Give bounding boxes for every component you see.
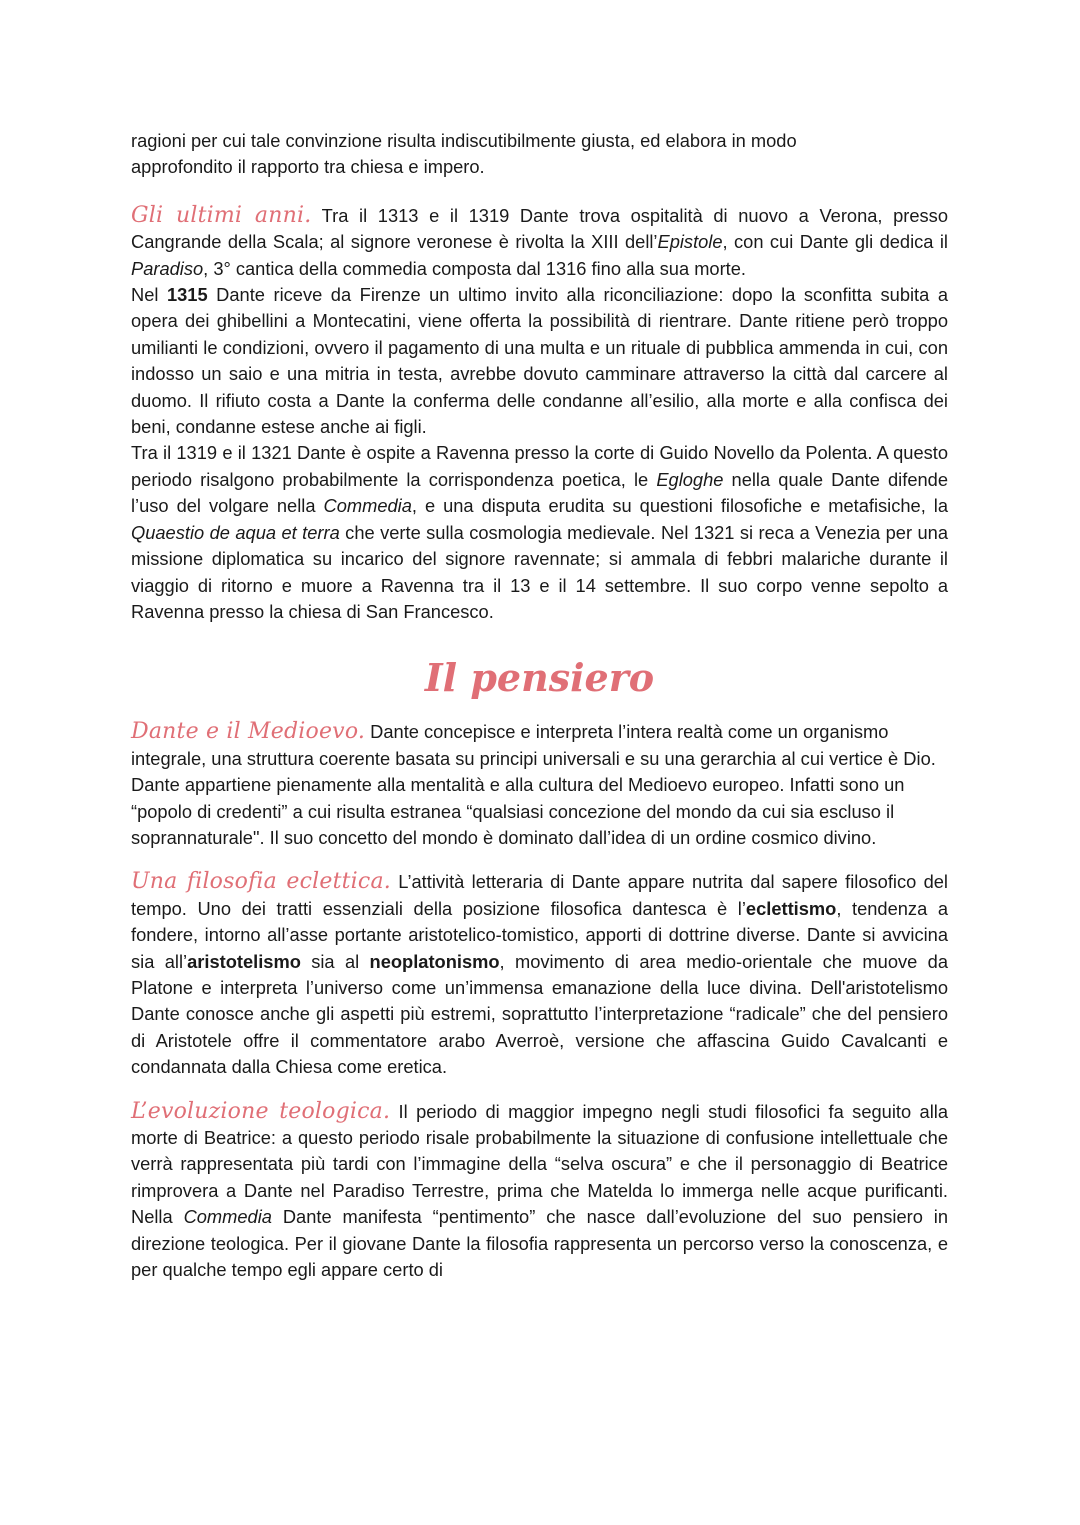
intro-line-1: ragioni per cui tale convinzione risulta indiscutibilmente giusta, ed elabora in modo [131, 130, 797, 151]
intro-paragraph [131, 128, 948, 181]
egloghe-title: Egloghe [656, 468, 724, 490]
medioevo-title: Dante e il Medioevo. [131, 719, 366, 745]
term-neoplatonismo: neoplatonismo [369, 950, 500, 972]
ultimi-anni-title: Gli ultimi anni. [131, 202, 312, 228]
paradiso-title: Paradiso [131, 257, 204, 279]
medioevo-paragraph: Dante e il Medioevo. Dante concepisce e interpreta l’intera realtà come un organismo integrale, una struttura coerente basata su principi universali e su una gerarchia al cui vertice è Dio. Dante appartiene pienamente alla mentalità e alla cultura del Medioevo europeo. Infatti sono un “popolo di credenti” a cui risulta estranea “qualsiasi concezione del mondo da cui sia escluso il soprannaturale". Il suo concetto del mondo è dominato dall’idea di un ordine cosmico divino. [131, 719, 936, 848]
ultimi-anni-paragraph-2: Nel 1315 Dante riceve da Firenze un ultimo invito alla riconciliazione: dopo la sconfitta subita a opera dei ghibellini a Montecatini, viene offerta la possibilità di rientrare. Dante ritiene però troppo umilianti le condizioni, ovvero il pagamento di una multa e un rituale di pubblica ammenda in cui, con indosso un saio e una mitria in testa, avrebbe dovuto camminare attraverso la città dal carcere al duomo. Il rifiuto costa a Dante la conferma delle condanne all’esilio, alla morte e alla confisca dei beni, condanne estese anche ai figli. [131, 284, 948, 438]
commedia-title: Commedia [323, 495, 412, 517]
filosofia-paragraph: Una filosofia eclettica. L’attività letteraria di Dante appare nutrita dal sapere filosofico del tempo. Uno dei tratti essenziali della posizione filosofica dantesca è l’eclettismo, tendenza a fondere, intorno all’asse portante aristotelico-tomistico, apporti di dottrine diverse. Dante si avvicina sia all’aristotelismo sia al neoplatonismo, movimento di area medio-orientale che muove da Platone e interpreta l’universo come un’immensa emanazione della luce divina. Dell'aristotelismo Dante conosce anche gli aspetti più estremi, soprattutto l’interpretazione “radicale” che del pensiero di Aristotele offre il commentatore arabo Averroè, versione che affascina Guido Cavalcanti e condannata dalla Chiesa come eretica. [131, 869, 948, 1078]
document-page [131, 128, 948, 1283]
evoluzione-title: L’evoluzione teologica. [131, 1098, 391, 1124]
term-eclettismo: eclettismo [745, 897, 837, 919]
section-heading: Il pensiero [424, 655, 655, 701]
term-aristotelismo: aristotelismo [187, 950, 301, 972]
year-1315: 1315 [166, 284, 208, 306]
filosofia-title: Una filosofia eclettica. [131, 869, 391, 895]
epistole-title: Epistole [657, 231, 723, 253]
ultimi-anni-paragraph-3: Tra il 1319 e il 1321 Dante è ospite a Ravenna presso la corte di Guido Novello da Polenta. A questo periodo risalgono probabilmente la corrispondenza poetica, le Egloghe nella quale Dante difende l’uso del volgare nella Commedia, e una disputa erudita su questioni filosofiche e metafisiche, la Quaestio de aqua et terra che verte sulla cosmologia medievale. Nel 1321 si reca a Venezia per una missione diplomatica su incarico del signore ravennate; si ammala di febbri malariche durante il viaggio di ritorno e muore a Ravenna tra il 13 e il 14 settembre. Il suo corpo venne sepolto a Ravenna presso la chiesa di San Francesco. [131, 442, 948, 622]
evoluzione-paragraph: L’evoluzione teologica. Il periodo di maggior impegno negli studi filosofici fa seguito alla morte di Beatrice: a questo periodo risale probabilmente la situazione di confusione intellettuale che verrà rappresentata più tardi con l’immagine della “selva oscura” e che il personaggio di Beatrice rimprovera a Dante nel Paradiso Terrestre, prima che Matelda lo immerga nelle acque purificanti. Nella Commedia Dante manifesta “pentimento” che nasce dall’evoluzione del suo pensiero in direzione teologica. Per il giovane Dante la filosofia rappresenta un percorso verso la conoscenza, e per qualche tempo egli appare certo di [131, 1098, 948, 1281]
commedia-title-2: Commedia [183, 1206, 272, 1228]
quaestio-title: Quaestio de aqua et terra [131, 521, 340, 543]
intro-line-2: approfondito il rapporto tra chiesa e impero. [131, 156, 485, 178]
ultimi-anni-paragraph-1: Gli ultimi anni. Tra il 1313 e il 1319 Dante trova ospitalità di nuovo a Verona, presso Cangrande della Scala; al signore veronese è rivolta la XIII dell’Epistole, con cui Dante gli dedica il Paradiso, 3° cantica della commedia composta dal 1316 fino alla sua morte. [131, 202, 948, 279]
